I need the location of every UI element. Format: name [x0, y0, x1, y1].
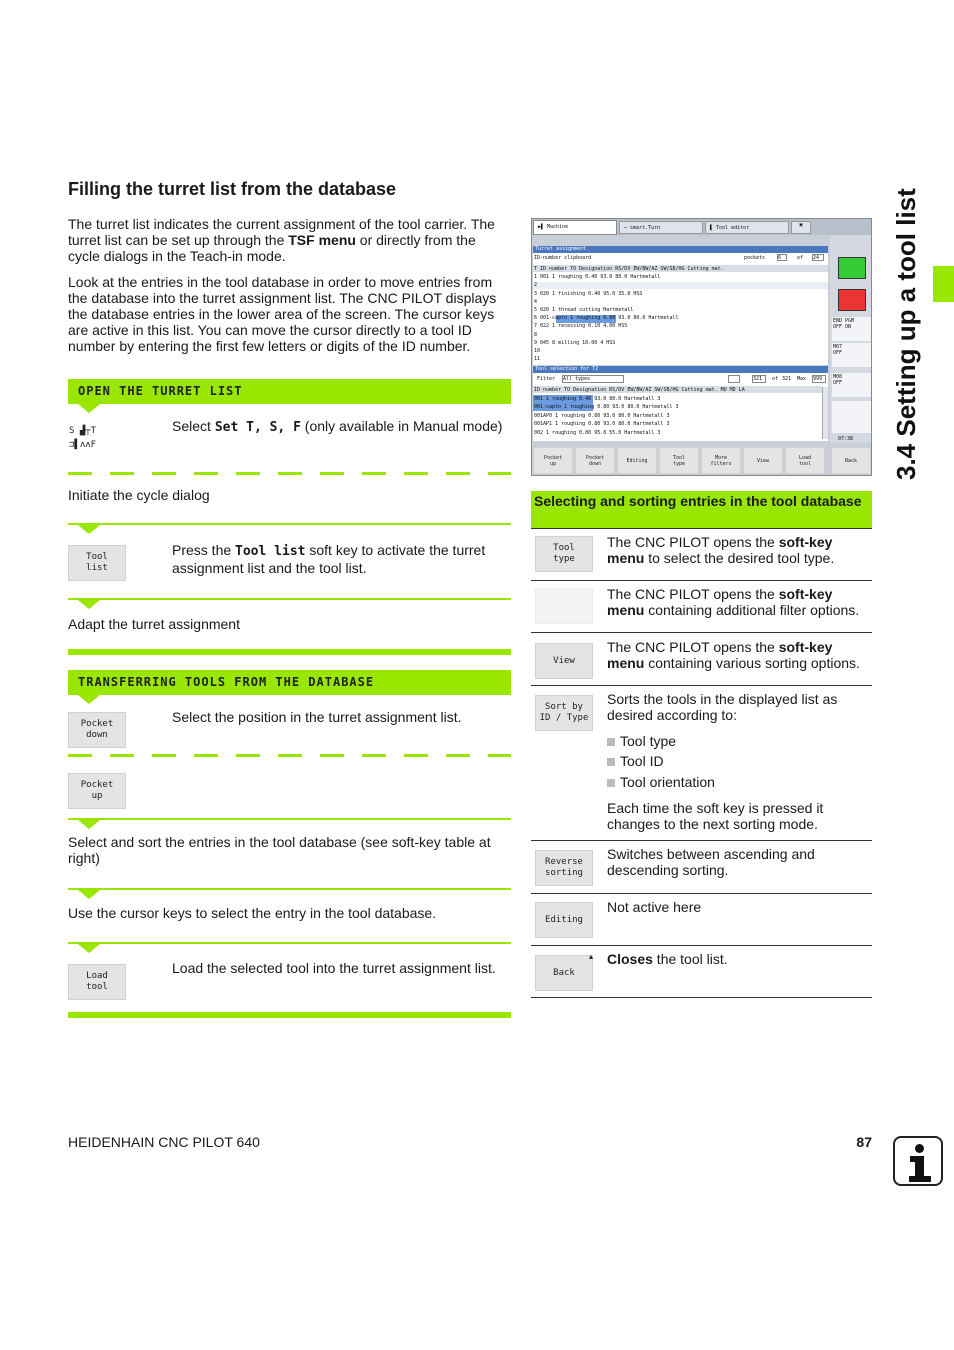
info-icon — [893, 1136, 943, 1186]
section-end-bar — [68, 649, 511, 655]
step-divider — [68, 942, 511, 944]
sort-by-softkey[interactable]: Sort by ID / Type — [535, 695, 593, 731]
pocket-down-softkey[interactable]: Pocket down — [68, 712, 126, 748]
table-desc-reverse: Switches between ascending and descending sorting. — [607, 846, 815, 878]
tool-row[interactable]: 002 1 roughing 0.80 95.0 55.0 Hartmetall 3 — [534, 430, 661, 436]
count-of-label: of — [772, 376, 779, 382]
step-divider — [68, 598, 511, 600]
shot-softkey-pocket-up[interactable]: Pocket up — [533, 447, 573, 474]
chapter-side-tab — [893, 180, 954, 480]
tool-selection-title: Tool selection for T2 — [533, 366, 828, 373]
bullet-tool-orientation: Tool orientation — [607, 774, 872, 790]
step-arrow — [78, 944, 100, 953]
tool-row[interactable]: 001AP1 1 roughing 0.80 93.0 80.0 Hartmetall 3 — [534, 421, 670, 427]
table-desc-filters: The CNC PILOT opens the soft-key menu containing additional filter options. — [607, 586, 860, 618]
clock-time: 07:38 — [838, 436, 854, 442]
tool-list-scrollbar[interactable] — [822, 387, 828, 439]
back-arrow-icon: ▴ — [589, 952, 594, 961]
step-arrow — [78, 820, 100, 829]
back-softkey[interactable]: Back — [535, 955, 593, 991]
step-select-tsf: Select Set T, S, F (only available in Manual mode) — [172, 418, 503, 435]
step-arrow — [78, 525, 100, 534]
step-cursor: Use the cursor keys to select the entry in the tool database. — [68, 905, 437, 921]
section-end-bar — [68, 1012, 511, 1018]
pockets-field[interactable]: 6 — [777, 254, 787, 261]
upper-header: T ID number TO Designation RS/DV EW/BW/AZ SW/SB/HG Cutting mat. — [534, 266, 724, 272]
shot-softkey-back[interactable]: Back — [831, 447, 871, 474]
shot-softkey-view[interactable]: View — [743, 447, 783, 474]
turret-row[interactable]: 9 045 8 milling 10.00 4 HSS — [534, 340, 616, 346]
table-desc-tool-type: The CNC PILOT opens the soft-key menu to select the desired tool type. — [607, 534, 835, 566]
bullet-tool-id: Tool ID — [607, 753, 872, 769]
shot-softkey-editing[interactable]: Editing — [617, 447, 657, 474]
count-max-value: 321 — [782, 376, 792, 382]
clipboard-label: ID-number clipboard — [534, 255, 592, 261]
table-desc-each-time: Each time the soft key is pressed it changes to the next sorting mode. — [607, 800, 824, 832]
intro-paragraph-2: Look at the entries in the tool database in order to move entries from the database into the turret assignment list. The CNC PILOT displays the database entries in the lower area of the screen. The cursor keys are active in this list. You can move the cursor directly to a tool ID number by entering the first few letters or digits of the ID number. — [68, 274, 497, 354]
table-row-divider — [531, 945, 872, 946]
turret-row[interactable]: 1 001 1 roughing 0.40 93.0 80.0 Hartmetall — [534, 274, 661, 280]
table-desc-view: The CNC PILOT opens the soft-key menu containing various sorting options. — [607, 639, 860, 671]
cycle-stop-icon[interactable] — [838, 289, 866, 311]
tool-row[interactable]: 001-capto 1 roughing 0.80 93.0 80.0 Hartmetall 3 — [534, 404, 679, 410]
dashed-divider — [68, 754, 511, 757]
step-adapt: Adapt the turret assignment — [68, 616, 240, 632]
table-row-divider — [531, 580, 872, 581]
reverse-sorting-softkey[interactable]: Reverse sorting — [535, 850, 593, 886]
turret-row[interactable]: 7 022 1 recessing 0.10 4.00 HSS — [534, 323, 628, 329]
step-divider — [68, 818, 511, 820]
shot-softkey-load-tool[interactable]: Load tool — [785, 447, 825, 474]
view-softkey[interactable]: View — [535, 643, 593, 679]
count-field: 321 — [752, 375, 766, 383]
turret-row[interactable]: 6 001-capto 1 roughing 0.80 93.0 80.0 Hartmetall — [534, 315, 679, 321]
table-title: Selecting and sorting entries in the tool database — [531, 491, 872, 528]
filter-label: Filter — [537, 376, 556, 382]
table-desc-back: Closes the tool list. — [607, 951, 728, 967]
intro-paragraph-1: The turret list indicates the current assignment of the tool carrier. The turret list can be set up through the TSF menu or directly from the cycle dialogs in the Teach-in mode. — [68, 216, 495, 264]
step-select-sort: Select and sort the entries in the tool database (see soft-key table at right) — [68, 834, 491, 866]
more-filters-softkey[interactable] — [535, 588, 593, 624]
side-tab-title: 3.4 Setting up a tool list — [891, 188, 921, 480]
section-open-turret-list: OPEN THE TURRET LIST — [68, 379, 511, 404]
tab-tool-editor[interactable]: ▌ Tool editor — [705, 221, 789, 234]
dashed-divider — [68, 472, 511, 475]
filter-checkbox[interactable] — [728, 375, 740, 383]
table-row-divider — [531, 893, 872, 894]
step-load-tool: Load the selected tool into the turret assignment list. — [172, 960, 496, 976]
pockets-label: pockets — [744, 255, 766, 261]
section-heading: Filling the turret list from the database — [68, 179, 397, 199]
step-divider — [68, 888, 511, 890]
lower-header: ID number TO Designation RS/DV EW/BW/AZ SW/SB/HG Cutting mat. MU MD LA — [534, 387, 745, 393]
step-divider — [68, 523, 511, 525]
table-row-divider — [531, 528, 872, 529]
bullet-tool-type: Tool type — [607, 733, 872, 749]
m07-panel[interactable]: M07 OFF — [832, 343, 872, 367]
turret-title: Turret assignment — [533, 246, 828, 253]
table-row-divider — [531, 632, 872, 633]
pocket-up-softkey[interactable]: Pocket up — [68, 773, 126, 809]
page-number: 87 — [856, 1134, 872, 1150]
turret-row[interactable]: 5 020 1 thread cutting Hartmetall — [534, 307, 634, 313]
turret-row[interactable]: 4 — [534, 299, 538, 305]
tab-smart-turn[interactable]: ⇨ smart.Turn — [619, 221, 703, 234]
step-arrow — [78, 695, 100, 704]
step-arrow — [78, 600, 100, 609]
footer-left: HEIDENHAIN CNC PILOT 640 — [68, 1134, 260, 1150]
step-initiate: Initiate the cycle dialog — [68, 487, 210, 503]
m08-panel[interactable]: M08 OFF — [832, 373, 872, 397]
tsf-menu-icon[interactable]: S ▟┬T ⊐▌ʌʌF — [69, 426, 97, 450]
step-arrow — [78, 890, 100, 899]
selected-row-bg — [533, 282, 828, 289]
cnc-screenshot — [531, 218, 872, 476]
turret-row[interactable]: 11 — [534, 356, 541, 362]
cycle-start-icon[interactable] — [838, 257, 866, 279]
tool-row[interactable]: 001 1 roughing 0.40 93.0 80.0 Hartmetall 3 — [534, 396, 661, 402]
table-row-divider — [531, 840, 872, 841]
max-field[interactable]: 999 — [812, 375, 826, 383]
step-arrow — [78, 404, 100, 413]
shot-softkey-tool-type[interactable]: Tool type — [659, 447, 699, 474]
load-tool-softkey[interactable]: Load tool — [68, 964, 126, 1000]
tool-row[interactable]: 001AP0 1 roughing 0.80 93.0 80.0 Hartmetall 3 — [534, 413, 670, 419]
tool-type-softkey[interactable]: Tool type — [535, 536, 593, 572]
of-field: 24 — [812, 254, 824, 261]
turret-row[interactable]: 8 — [534, 332, 538, 338]
filter-select[interactable]: All types — [562, 375, 624, 383]
table-desc-sort: Sorts the tools in the displayed list as desired according to: — [607, 691, 838, 723]
table-row-divider — [531, 685, 872, 686]
table-row-divider — [531, 997, 872, 998]
shot-softkey-more-filters[interactable]: More filters — [701, 447, 741, 474]
editing-softkey[interactable]: Editing — [535, 902, 593, 938]
tool-list-softkey[interactable]: Tool list — [68, 545, 126, 581]
save-icon[interactable]: ▣ — [791, 221, 811, 234]
max-label: Max — [797, 376, 807, 382]
table-desc-editing: Not active here — [607, 899, 702, 915]
of-label: of — [797, 255, 804, 261]
turret-row[interactable]: 3 020 1 finishing 0.40 95.0 35.0 HSS — [534, 291, 643, 297]
shot-softkey-pocket-down[interactable]: Pocket down — [575, 447, 615, 474]
turret-row[interactable]: 10 — [534, 348, 541, 354]
feed-override-icon[interactable] — [832, 401, 872, 433]
turret-row[interactable]: 2 — [534, 282, 538, 288]
side-tab-marker — [933, 266, 954, 302]
tab-machine[interactable]: ▶▌ Machine — [533, 220, 617, 235]
end-pgm-panel[interactable]: END PGM OFF ON — [832, 317, 872, 341]
step-press-tool-list: Press the Tool list soft key to activate the turret assignment list and the tool list. — [172, 542, 486, 576]
section-transferring-tools: TRANSFERRING TOOLS FROM THE DATABASE — [68, 670, 511, 695]
step-select-position: Select the position in the turret assignment list. — [172, 709, 462, 725]
